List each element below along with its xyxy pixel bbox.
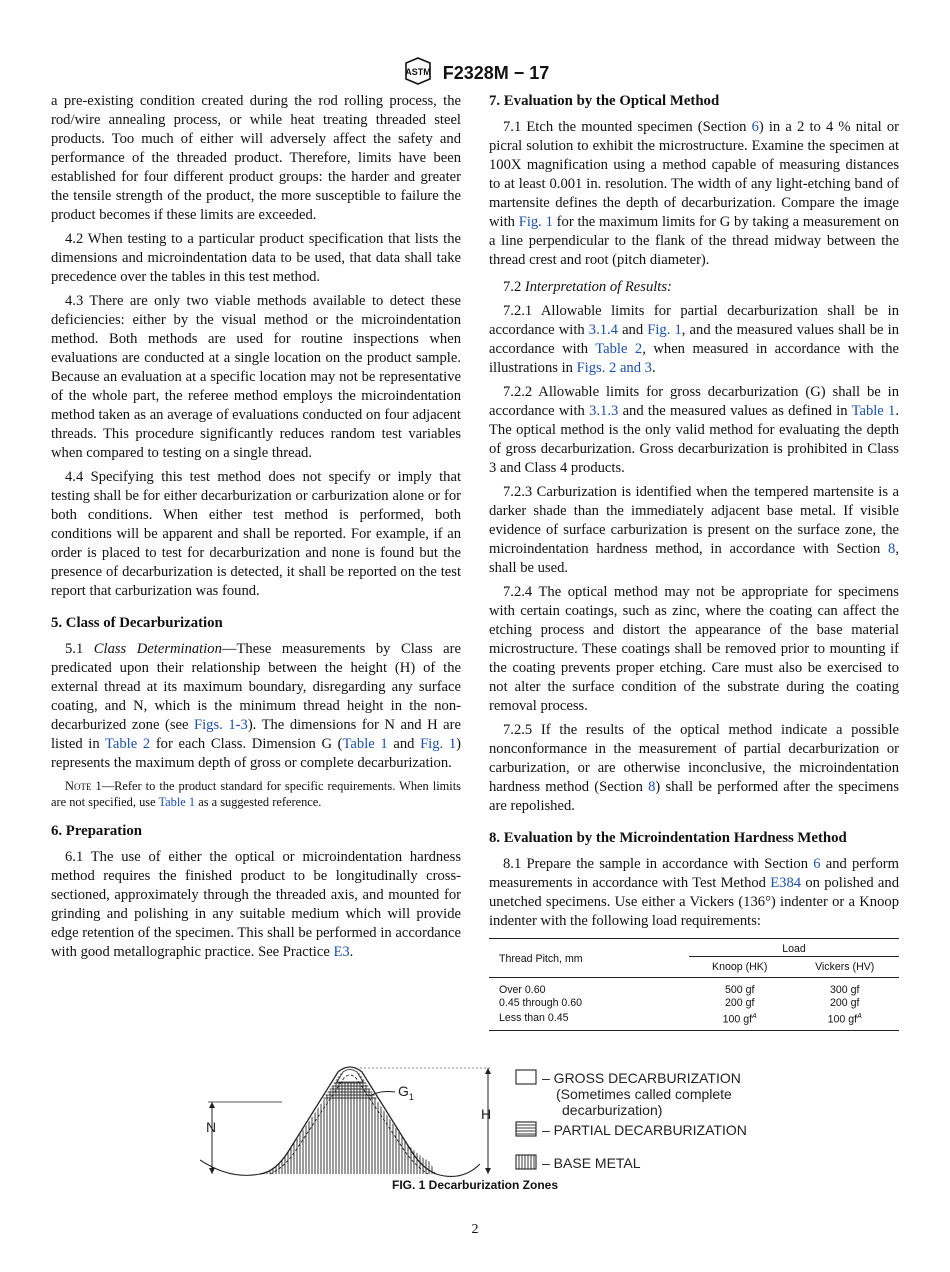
paragraph-4-4: 4.4 Specifying this test method does not specify or imply that testing shall be for either decarburization or carburization alone or for both conditions. When either test method is performed, both conditions will be apparent and shall be reported. For example, if an order is placed to test for decarburization and none is found but the presence of decarburization is detected, it shall be reported on the test report that carburization was found. (51, 469, 461, 599)
label-n: N (206, 1119, 217, 1135)
link-section-8[interactable]: 8 (888, 541, 896, 557)
legend-gross: – GROSS DECARBURIZATION (542, 1070, 741, 1086)
link-fig-1[interactable]: Fig. 1 (518, 214, 553, 230)
decarburization-diagram (200, 1064, 760, 1184)
legend-gross-line3: decarburization) (562, 1102, 663, 1118)
svg-text:ASTM: ASTM (404, 67, 431, 77)
table-row: Less than 0.45 100 $gf^A$ 100 $gf^A$ (489, 1010, 899, 1030)
link-section-6[interactable]: 6 (751, 119, 759, 135)
paragraph-7-1: 7.1 Etch the mounted specimen (Section 6) in a 2 to 4 % nital or picral solution to exhibit the microstructure. Examine the specimen at 100X magnification using a method capable of measuring distances to at least 0.001 in. resolution. The width of any light-etching band of martensite defines the depth of decarburization. Compare the image with Fig. 1 for the maximum limits for G by taking a measurement on a line perpendicular to the flank of the thread midway between the thread crest and root (pitch diameter). (489, 119, 900, 268)
link-table-1-note[interactable]: Table 1 (158, 795, 196, 809)
link-e384[interactable]: E384 (770, 875, 802, 891)
header-load: Load (689, 939, 899, 957)
section-7-heading: 7. Evaluation by the Optical Method (489, 93, 720, 109)
table-row: 0.45 through 0.60 200 gf 200 gf (499, 997, 860, 1009)
paragraph-7-2-5: 7.2.5 If the results of the optical method indicate a possible nonconformance in the measurement of partial decarburization or carburization, or are otherwise inconclusive, the microindentation hardness method (Section 8) shall be performed after the specimens are repolished. (489, 722, 899, 814)
paragraph-8-1: 8.1 Prepare the sample in accordance with Section 6 and perform measurements in accordance with Test Method E384 on polished and unetched specimens. Use either a Vickers (136°) indenter or a Knoop indenter with the following load requirements: (489, 856, 899, 929)
link-section-6[interactable]: 6 (813, 856, 821, 872)
paragraph-4-1-cont: a pre-existing condition created during the rod rolling process, the rod/wire annealing process, or while heat treating threaded steel products. Too much of either will adversely affect the safety and performance of the threaded product. Therefore, limits have been established for four different product groups: the harder and greater the tensile strength of the product, the more susceptible to failure the product becomes if these limits are exceeded. (51, 93, 461, 223)
link-3-1-3[interactable]: 3.1.3 (589, 403, 619, 419)
section-8-heading: 8. Evaluation by the Microindentation Hardness Method (489, 830, 847, 846)
link-figs-1-3[interactable]: Figs. 1-3 (194, 717, 248, 733)
legend-gross-line2: (Sometimes called complete (556, 1086, 732, 1102)
figure-caption: FIG. 1 Decarburization Zones (391, 1178, 559, 1192)
legend-partial: – PARTIAL DECARBURIZATION (542, 1122, 747, 1138)
paragraph-7-2-2: 7.2.2 Allowable limits for gross decarburization (G) shall be in accordance with 3.1.3 and the measured values as defined in Table 1. The optical method is the only valid method for evaluating the depth of gross decarburization. Gross decarburization is prohibited in Class 3 and Class 4 products. (489, 384, 900, 476)
left-column (51, 92, 461, 967)
legend-gross-swatch (516, 1070, 536, 1084)
page-number: 2 (471, 1222, 479, 1237)
link-figs-2-3[interactable]: Figs. 2 and 3 (576, 360, 652, 376)
astm-logo-icon (401, 57, 435, 90)
link-e3[interactable]: E3 (333, 944, 350, 960)
paragraph-7-2-1: 7.2.1 Allowable limits for partial decarburization shall be in accordance with 3.1.4 and Fig. 1, and the measured values shall be in accordance with Table 2, when measured in accordance with the illustrations in Figs. 2 and 3. (489, 303, 899, 376)
load-table (489, 938, 899, 1031)
paragraph-4-2: 4.2 When testing to a particular product specification that lists the dimensions and microindentation data to be used, that data shall take precedence over the tables in this test method. (51, 231, 461, 285)
link-table-1[interactable]: Table 1 (342, 736, 388, 752)
table-row: Over 0.60 500 gf 300 gf (499, 984, 860, 996)
legend-partial-swatch (516, 1122, 536, 1136)
label-h: H (481, 1106, 492, 1122)
link-table-2[interactable]: Table 2 (595, 341, 643, 357)
link-fig-1[interactable]: Fig. 1 (647, 322, 682, 338)
header-thread-pitch: Thread Pitch, mm (499, 952, 583, 965)
paragraph-7-2-3: 7.2.3 Carburization is identified when the tempered martensite is a darker shade than the immediately adjacent base metal. If visible evidence of surface carburization is present on the surface zone, the microindentation hardness method, in accordance with Section 8, shall be used. (489, 484, 899, 576)
figure-1 (200, 1064, 760, 1184)
link-3-1-4[interactable]: 3.1.4 (588, 322, 618, 338)
note-1: Note 1—Refer to the product standard for specific requirements. When limits are not specified, use Table 1 as a suggested reference. (51, 779, 461, 809)
legend-base: – BASE METAL (542, 1155, 641, 1171)
section-5-heading: 5. Class of Decarburization (51, 615, 223, 631)
paragraph-6-1: 6.1 The use of either the optical or microindentation hardness method requires the finished product to be longitudinally cross-sectioned, approximately through the threaded axis, and mounted for grinding and polishing in any suitable medium which will provide edge retention of the specimen. This shall be performed in accordance with good metallographic practice. See Practice E3. (51, 849, 461, 960)
right-column (489, 92, 899, 1031)
header-knoop: Knoop (HK) (712, 961, 768, 973)
link-table-2[interactable]: Table 2 (105, 736, 151, 752)
link-fig-1[interactable]: Fig. 1 (420, 736, 457, 752)
section-6-heading: 6. Preparation (51, 823, 142, 839)
paragraph-7-2: 7.2 Interpretation of Results: (503, 279, 672, 295)
paragraph-7-2-4: 7.2.4 The optical method may not be appropriate for specimens with certain coatings, such as zinc, where the coating can affect the etching process and distort the appearance of the base material microstructure. These coatings shall be removed prior to mounting if the coating prevents proper etching. Care must also be exercised to not alter the surface condition of the substrate during the coating removal process. (489, 584, 899, 714)
paragraph-4-3: 4.3 There are only two viable methods available to detect these deficiencies: either by the visual method or the microindentation method. Both methods are used for routine inspections when evaluations are conducted at a single location on the product sample. Because an evaluation at a specific location may not be representative of the whole part, the referee method employs the microindentation method taken as an average of evaluations conducted on four adjacent threads. This procedure significantly reduces random test variables when compared to testing on a single thread. (51, 293, 461, 461)
link-table-1[interactable]: Table 1 (851, 403, 896, 419)
link-section-8[interactable]: 8 (648, 779, 656, 795)
header-vickers: Vickers (HV) (815, 961, 875, 973)
designation: F2328M − 17 (442, 63, 550, 83)
page-header (0, 57, 950, 90)
paragraph-5-1: 5.1 Class Determination—These measurements by Class are predicated upon their relationship between the height (H) of the external thread at its maximum boundary, disregarding any surface coating, and N, which is the minimum thread height in the non-decarburized zone (see Figs. 1-3). The dimensions for N and H are listed in Table 2 for each Class. Dimension G (Table 1 and Fig. 1) represents the maximum depth of gross or complete decarburization. (51, 641, 461, 771)
legend-base-swatch (516, 1155, 536, 1169)
label-g1: $G_1$ (398, 1083, 414, 1102)
